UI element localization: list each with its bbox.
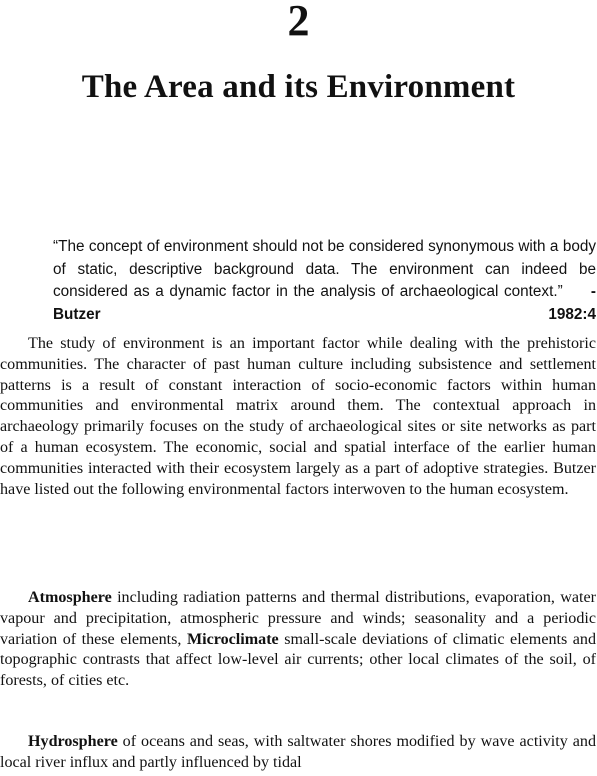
term-hydrosphere: Hydrosphere (28, 733, 118, 750)
chapter-number: 2 (287, 0, 310, 45)
paragraph-study-of-environment (0, 334, 596, 500)
paragraph-text: small-scale deviations of climatic elements and topographic contrasts that affect low-level air currents; other local climates of the soil, of forests, of cities etc. (0, 630, 596, 690)
paragraph-hydrosphere (0, 732, 596, 774)
term-microclimate: Microclimate (186, 630, 279, 648)
chapter-title: The Area and its Environment (81, 69, 516, 105)
paragraph-atmosphere (0, 588, 596, 692)
paragraph-text: of oceans and seas, with saltwater shores modified by wave activity and local river influx and partly influenced by tidal (0, 733, 596, 771)
term-atmosphere: Atmosphere (28, 589, 112, 606)
paragraph-text: The study of environment is an important factor while dealing with the prehistoric communities. The character of past human culture including subsistence and settlement patterns is a result of constant interaction of socio-economic factors within human communities and environmental matrix around them. The contextual approach in archaeology primarily focuses on the study of archaeological sites or site networks as part of a human ecosystem. The economic, social and spatial interface of the earlier human communities interacted with their ecosystem largely as a part of adoptive strategies. Butzer have listed out the following environmental factors interwoven to the human ecosystem. (0, 335, 596, 498)
paragraph-text: including radiation patterns and thermal distributions, evaporation, water vapour and precipitation, atmospheric pressure and winds; seasonality and a periodic variation of these elements, (0, 589, 596, 648)
epigraph (53, 236, 596, 326)
epigraph-quote: “The concept of environment should not be considered synonymous with a body of static, descriptive background data. The environment can indeed be considered as a dynamic factor in the analysis of archaeological context.” (53, 238, 596, 300)
epigraph-citation: - Butzer 1982:4 (53, 283, 597, 323)
